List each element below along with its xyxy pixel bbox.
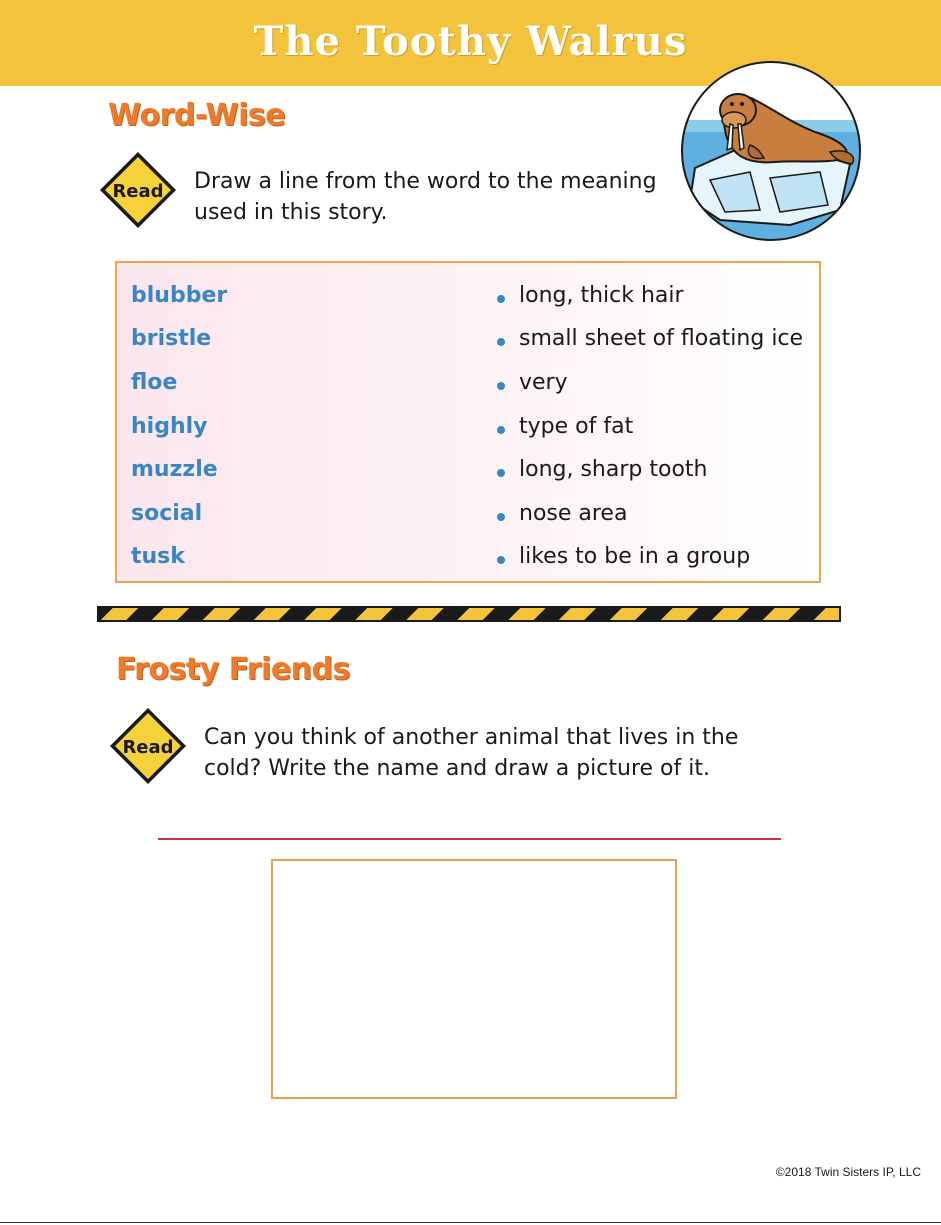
read-sign-icon	[98, 150, 178, 230]
bullet-dot[interactable]	[497, 469, 505, 477]
page-bottom-edge	[0, 1222, 941, 1223]
walrus-illustration	[680, 60, 862, 242]
page-title: The Toothy Walrus	[253, 18, 688, 65]
bullet-dot[interactable]	[497, 338, 505, 346]
vocab-meaning: nose area	[519, 501, 628, 526]
vocab-meaning: long, sharp tooth	[519, 457, 708, 482]
instruction-line: used in this story.	[194, 200, 388, 225]
bullet-dot[interactable]	[497, 556, 505, 564]
frosty-friends-title: Frosty Friends	[116, 652, 350, 687]
vocab-word[interactable]: floe	[131, 370, 178, 395]
bullet-dot[interactable]	[497, 426, 505, 434]
vocab-meaning: small sheet of floating ice	[519, 326, 804, 351]
vocab-matching-box	[115, 261, 821, 583]
read-sign-icon	[108, 706, 188, 786]
bullet-dot[interactable]	[497, 513, 505, 521]
drawing-area-box[interactable]	[271, 859, 677, 1099]
animal-name-answer-line[interactable]	[158, 838, 781, 840]
vocab-word[interactable]: social	[131, 501, 203, 526]
vocab-word[interactable]: tusk	[131, 544, 185, 569]
instruction-line: Draw a line from the word to the meaning	[194, 169, 657, 194]
vocab-meaning: very	[519, 370, 568, 395]
read-sign-label: Read	[122, 737, 174, 758]
vocab-word[interactable]: blubber	[131, 283, 228, 308]
vocab-meaning: likes to be in a group	[519, 544, 751, 569]
vocab-word[interactable]: highly	[131, 414, 208, 439]
instruction-line: cold? Write the name and draw a picture of it.	[204, 756, 710, 781]
vocab-word[interactable]: muzzle	[131, 457, 218, 482]
bullet-dot[interactable]	[497, 382, 505, 390]
frosty-friends-instruction	[204, 722, 738, 784]
vocab-meaning: type of fat	[519, 414, 634, 439]
hazard-stripe-divider	[97, 606, 841, 622]
vocab-word[interactable]: bristle	[131, 326, 212, 351]
bullet-dot[interactable]	[497, 295, 505, 303]
vocab-meaning: long, thick hair	[519, 283, 684, 308]
copyright-notice: ©2018 Twin Sisters IP, LLC	[775, 1165, 921, 1179]
word-wise-instruction	[194, 166, 657, 228]
read-sign-label: Read	[112, 181, 164, 202]
word-wise-title: Word-Wise	[108, 98, 286, 133]
instruction-line: Can you think of another animal that lives in the	[204, 725, 739, 750]
